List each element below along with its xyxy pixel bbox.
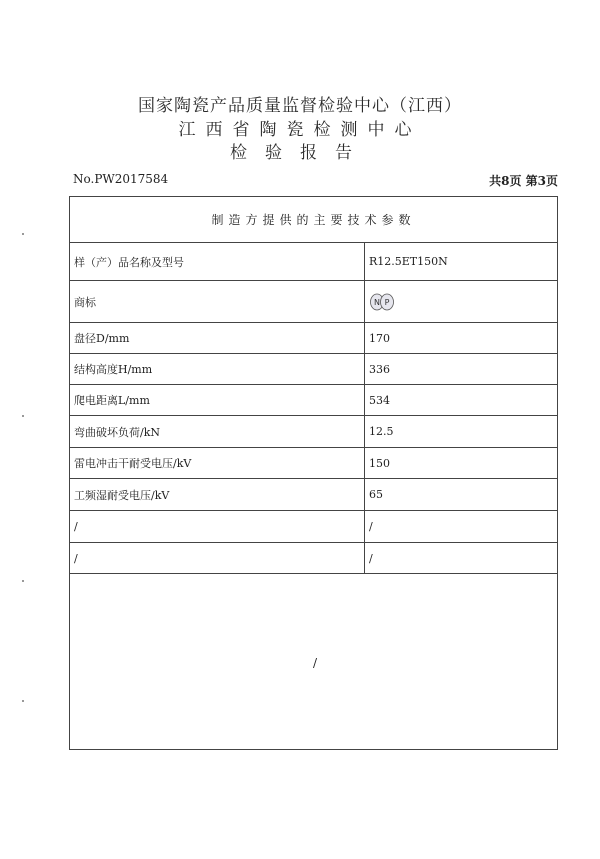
table-row [70,448,557,479]
table-heading: 制造方提供的主要技术参数 [70,197,557,243]
margin-mark [22,700,24,702]
table-row [70,385,557,416]
param-label: 样（产）品名称及型号 [74,255,184,269]
trademark-letter-n: N [374,297,380,307]
table-row [70,511,557,543]
param-value: 336 [369,362,390,376]
param-value: / [369,551,373,565]
page-count: 共8页 第3页 [489,174,558,188]
param-value: 65 [369,488,383,501]
param-label: 弯曲破坏负荷/kN [74,425,160,439]
table-row [70,243,557,281]
param-label: 盘径D/mm [74,332,130,345]
provincial-center-title: 江西省陶瓷检测中心 [178,120,422,140]
technical-parameters-table [69,196,558,750]
table-row [70,479,557,511]
param-value: 534 [369,393,390,407]
trademark-letter-p: P [384,297,390,307]
param-label: 爬电距离L/mm [74,394,150,407]
param-label: 工频湿耐受电压/kV [74,488,170,502]
table-row [70,323,557,354]
table-row [70,281,557,323]
param-value: 12.5 [369,425,394,438]
report-number: No.PW2017584 [73,172,169,186]
trademark-logo-icon [369,291,395,313]
param-value: 170 [369,331,390,345]
margin-mark [22,580,24,582]
table-row [70,416,557,448]
param-label: / [74,520,78,533]
column-divider [364,243,365,574]
table-row [70,354,557,385]
param-value: 150 [369,456,390,470]
param-label: 商标 [74,295,96,309]
param-value: / [369,520,373,533]
table-row [70,543,557,574]
report-type-title: 检验报告 [230,143,370,163]
param-label: 结构高度H/mm [74,363,153,376]
trademark-cell [369,281,395,322]
center-name-title: 国家陶瓷产品质量监督检验中心（江西） [138,96,462,116]
margin-mark [22,233,24,235]
param-value: R12.5ET150N [369,255,448,268]
blank-area-slash: / [313,656,318,670]
margin-mark [22,415,24,417]
param-label: / [74,551,78,565]
param-label: 雷电冲击干耐受电压/kV [74,457,192,470]
